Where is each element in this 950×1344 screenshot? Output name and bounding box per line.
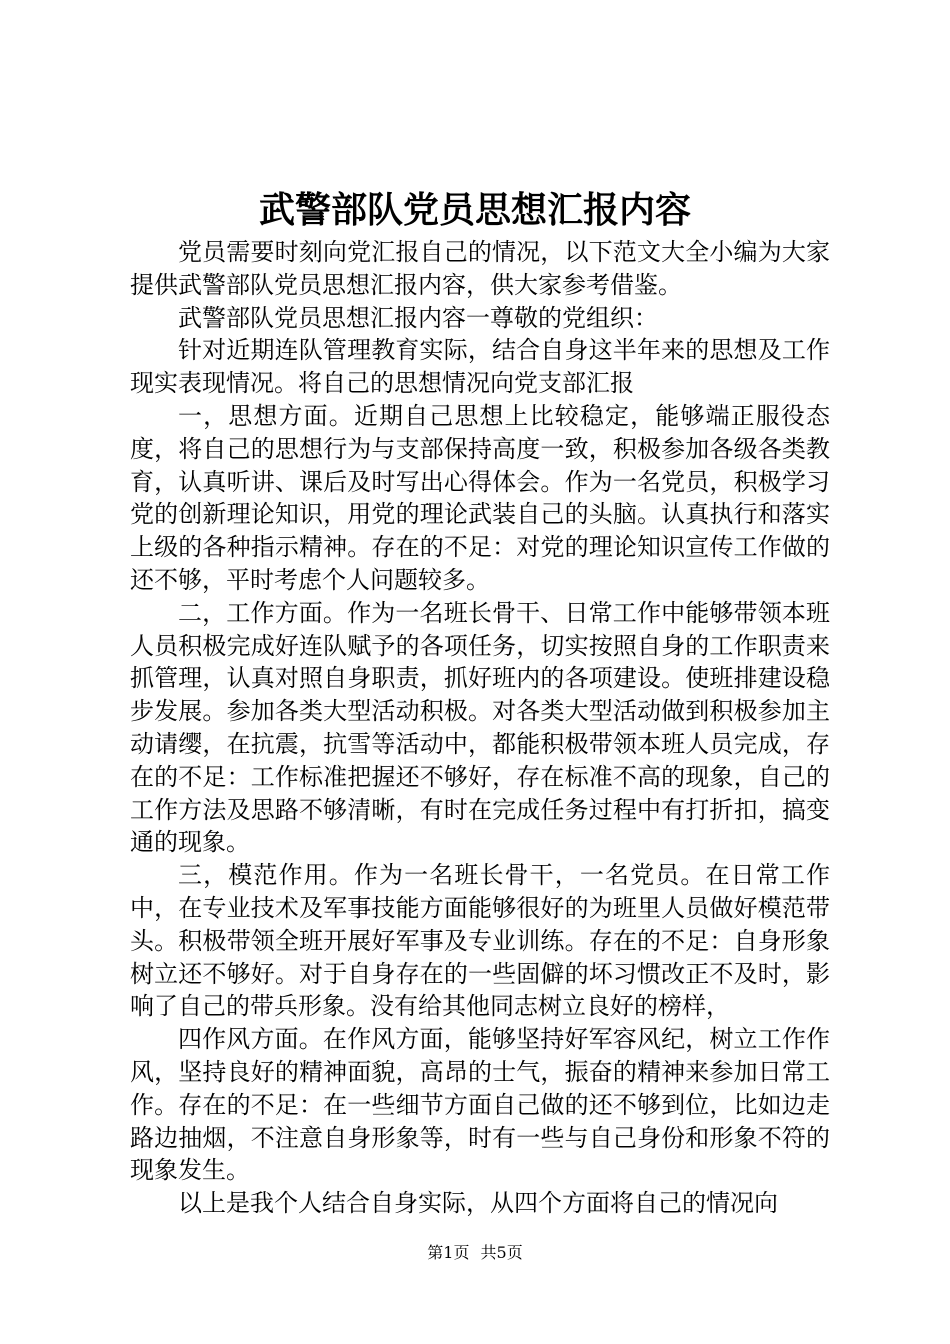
paragraph-model-role: 三，模范作用。作为一名班长骨干，一名党员。在日常工作中，在专业技术及军事技能方面能够很好的为班里人员做好模范带头。积极带领全班开展好军事及专业训练。存在的不足：自身形象树立还不够好。对于自身存在的一些固僻的坏习惯改正不及时，影响了自己的带兵形象。没有给其他同志树立良好的榜样， [130, 861, 830, 1021]
document-title: 武警部队党员思想汇报内容 [258, 189, 691, 231]
page-number: 第1页 [427, 1243, 470, 1262]
paragraph-style: 四作风方面。在作风方面，能够坚持好军容风纪，树立工作作风，坚持良好的精神面貌，高昂的士气，振奋的精神来参加日常工作。存在的不足：在一些细节方面自己做的还不够到位，比如边走路边抽烟，不注意自身形象等，时有一些与自己身份和形象不符的现象发生。 [130, 1025, 830, 1185]
page-footer [0, 1241, 950, 1265]
paragraph-thought: 一，思想方面。近期自己思想上比较稳定，能够端正服役态度，将自己的思想行为与支部保持高度一致，积极参加各级各类教育，认真听讲、课后及时写出心得体会。作为一名党员，积极学习党的创新理论知识，用党的理论武装自己的头脑。认真执行和落实上级的各种指示精神。存在的不足：对党的理论知识宣传工作做的还不够，平时考虑个人问题较多。 [130, 401, 830, 594]
paragraph-salutation: 武警部队党员思想汇报内容一尊敬的党组织： [178, 303, 658, 332]
page-total: 共5页 [480, 1243, 523, 1262]
paragraph-context: 针对近期连队管理教育实际，结合自身这半年来的思想及工作现实表现情况。将自己的思想情况向党支部汇报 [130, 336, 830, 398]
paragraph-intro: 党员需要时刻向党汇报自己的情况，以下范文大全小编为大家提供武警部队党员思想汇报内容，供大家参考借鉴。 [130, 238, 830, 299]
document-body [130, 236, 830, 1220]
paragraph-closing: 以上是我个人结合自身实际，从四个方面将自己的情况向 [178, 1189, 778, 1218]
paragraph-work: 二，工作方面。作为一名班长骨干、日常工作中能够带领本班人员积极完成好连队赋予的各项任务，切实按照自身的工作职责来抓管理，认真对照自身职责，抓好班内的各项建设。使班排建设稳步发展。参加各类大型活动积极。对各类大型活动做到积极参加主动请缨，在抗震，抗雪等活动中，都能积极带领本班人员完成，存在的不足：工作标准把握还不够好，存在标准不高的现象，自己的工作方法及思路不够清晰，有时在完成任务过程中有打折扣，搞变通的现象。 [130, 598, 830, 857]
